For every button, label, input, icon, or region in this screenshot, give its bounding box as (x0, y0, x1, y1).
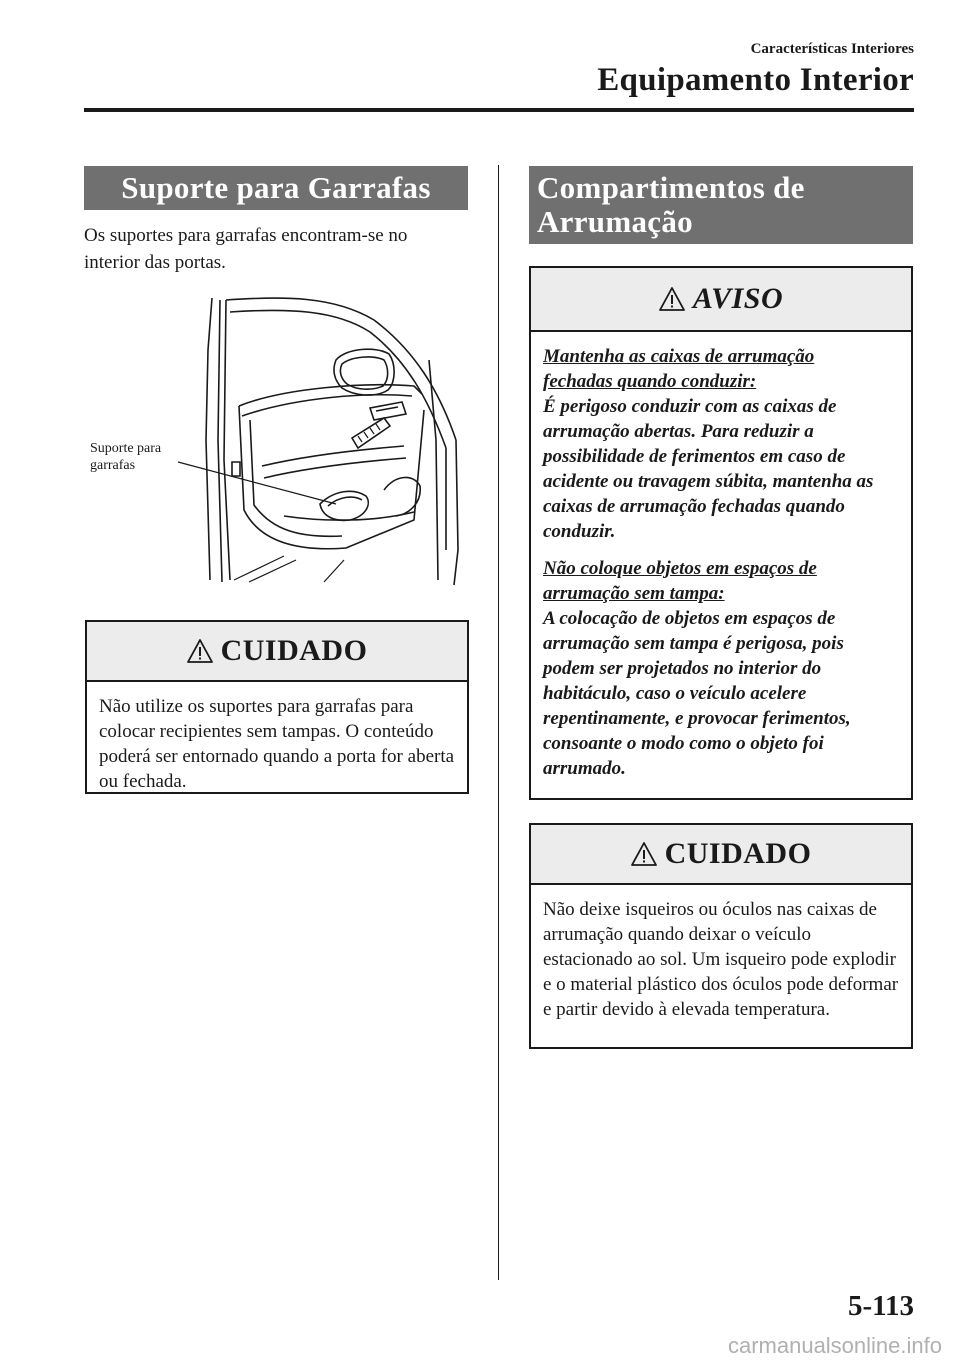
heading-storage-line2: Arrumação (537, 204, 693, 239)
figure-label (90, 440, 161, 474)
header-rule (84, 108, 914, 112)
warning-title: AVISO (692, 282, 784, 315)
heading-bottle-holder-text: Suporte para Garrafas (121, 170, 431, 205)
chapter-title: Características Interiores (750, 41, 914, 57)
warning-item1-title-line2: fechadas quando conduzir: (543, 371, 757, 392)
watermark: carmanualsonline.info (727, 1333, 942, 1358)
page-number: 5-113 (847, 1290, 914, 1322)
door-illustration (84, 290, 468, 590)
caution-header (531, 825, 911, 885)
intro-paragraph: Os suportes para garrafas encontram-se no interior das portas. (84, 225, 408, 273)
warning-box-storage (529, 266, 913, 800)
warning-item2-title-line1: Não coloque objetos em espaços de (543, 558, 817, 579)
warning-item2-title-line2: arrumação sem tampa: (543, 583, 725, 604)
caution-body (87, 682, 467, 804)
figure-label-line2: garrafas (90, 458, 136, 473)
warning-triangle-icon (187, 638, 213, 664)
section-title: Equipamento Interior (597, 62, 914, 98)
caution-box-bottle-holder (85, 620, 469, 794)
warning-triangle-icon (659, 286, 685, 312)
caution-title: CUIDADO (664, 837, 812, 870)
caution-text: Não utilize os suportes para garrafas para colocar recipientes sem tampas. O conteúdo poderá ser entornado quando a porta for aberta ou fechada. (99, 696, 455, 792)
warning-item1-text: É perigoso conduzir com as caixas de arrumação abertas. Para reduzir a possibilidade de ferimentos em caso de acidente ou travagem súbita, mantenha as caixas de arrumação fechadas quando conduzir. (543, 396, 874, 542)
warning-body (531, 332, 911, 791)
figure-label-line1: Suporte para (90, 441, 162, 456)
heading-storage-line1: Compartimentos de (537, 170, 805, 205)
warning-item1-title-line1: Mantenha as caixas de arrumação (543, 346, 815, 367)
warning-header (531, 268, 911, 332)
column-divider (498, 165, 499, 1280)
caution-title: CUIDADO (220, 634, 368, 667)
heading-storage-compartments (529, 166, 913, 244)
caution-text: Não deixe isqueiros ou óculos nas caixas de arrumação quando deixar o veículo estacionado ao sol. Um isqueiro pode explodir e o material plástico dos óculos pode deformar e partir devido à elevada temperatura. (543, 899, 899, 1020)
caution-box-storage (529, 823, 913, 1049)
warning-item2-text: A colocação de objetos em espaços de arrumação sem tampa é perigosa, pois podem ser projetados no interior do habitáculo, caso o veículo acelere repentinamente, e provocar ferimentos, consoante o modo como o objeto foi arrumado. (543, 608, 851, 779)
heading-bottle-holder (84, 166, 468, 210)
caution-body (531, 885, 911, 1032)
caution-header (87, 622, 467, 682)
warning-triangle-icon (631, 841, 657, 867)
